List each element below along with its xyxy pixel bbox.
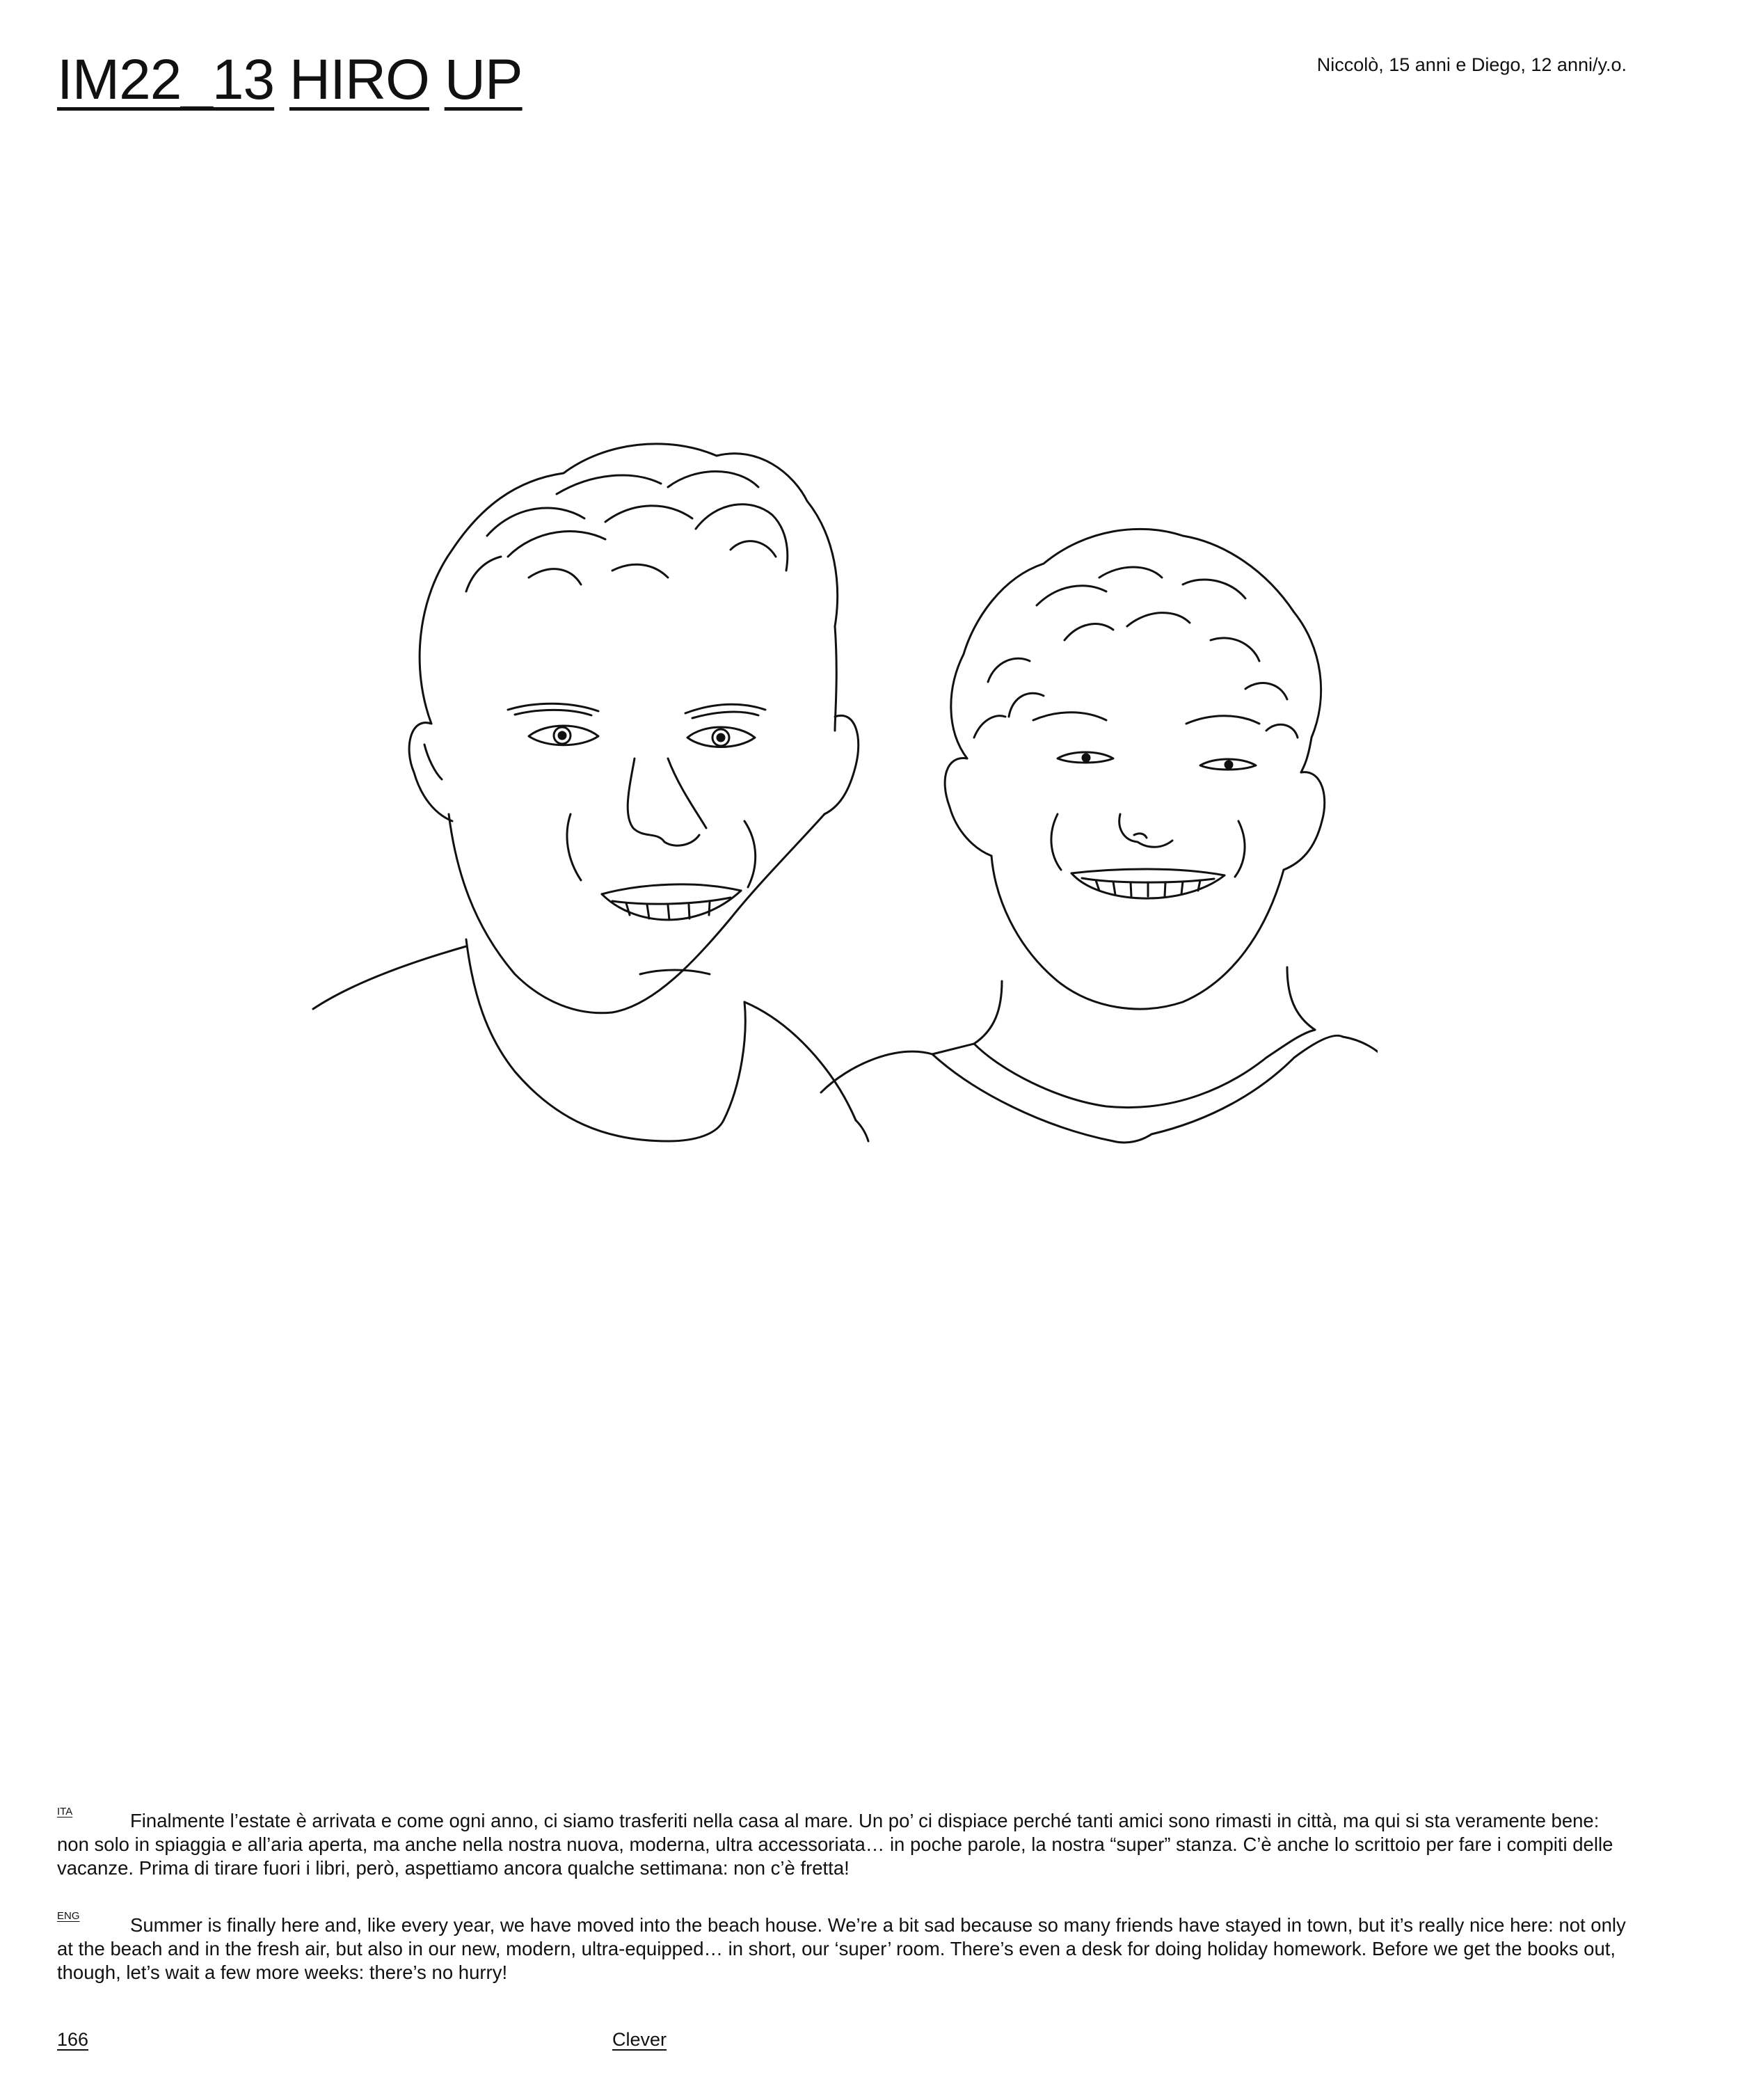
english-paragraph: Summer is finally here and, like every year, we have moved into the beach house. We’re a bit sad because so many friends have stayed in town, but it’s really nice here: not only at the beach and in the fresh air, but also in our new, modern, ultra-equipped… in short, our ‘super’ room. There’s even a desk for doing holiday homework. Before we get the books out, though, let’s wait a few more weeks: there’s no hurry! bbox=[57, 1914, 1626, 1983]
subjects-caption: Niccolò, 15 anni e Diego, 12 anni/y.o. bbox=[1316, 54, 1627, 75]
two-boys-portrait-illustration bbox=[306, 369, 1378, 1204]
product-title bbox=[57, 48, 523, 111]
english-description bbox=[57, 1910, 1626, 1984]
language-tag-eng: ENG bbox=[57, 1910, 80, 1922]
collection-name: Clever bbox=[612, 2029, 667, 2050]
product-name-part1: HIRO bbox=[289, 48, 429, 111]
language-tag-ita: ITA bbox=[57, 1806, 73, 1817]
italian-paragraph: Finalmente l’estate è arrivata e come ogni anno, ci siamo trasferiti nella casa al mare. Un po’ ci dispiace perché tanti amici sono rimasti in città, ma qui si sta veramente bene: non solo in spiaggia e all’aria aperta, ma anche nella nostra nuova, moderna, ultra accessoriata… in poche parole, la nostra “super” stanza. C’è anche lo scrittoio per fare i compiti delle vacanze. Prima di tirare fuori i libri, però, aspettiamo ancora qualche settimana: non c’è fretta! bbox=[57, 1810, 1613, 1879]
product-name-part2: UP bbox=[444, 48, 523, 111]
older-boy-drawing bbox=[313, 444, 868, 1141]
italian-description bbox=[57, 1806, 1626, 1880]
page-number: 166 bbox=[57, 2029, 89, 2050]
product-code: IM22_13 bbox=[57, 48, 275, 111]
younger-boy-drawing bbox=[821, 529, 1378, 1143]
